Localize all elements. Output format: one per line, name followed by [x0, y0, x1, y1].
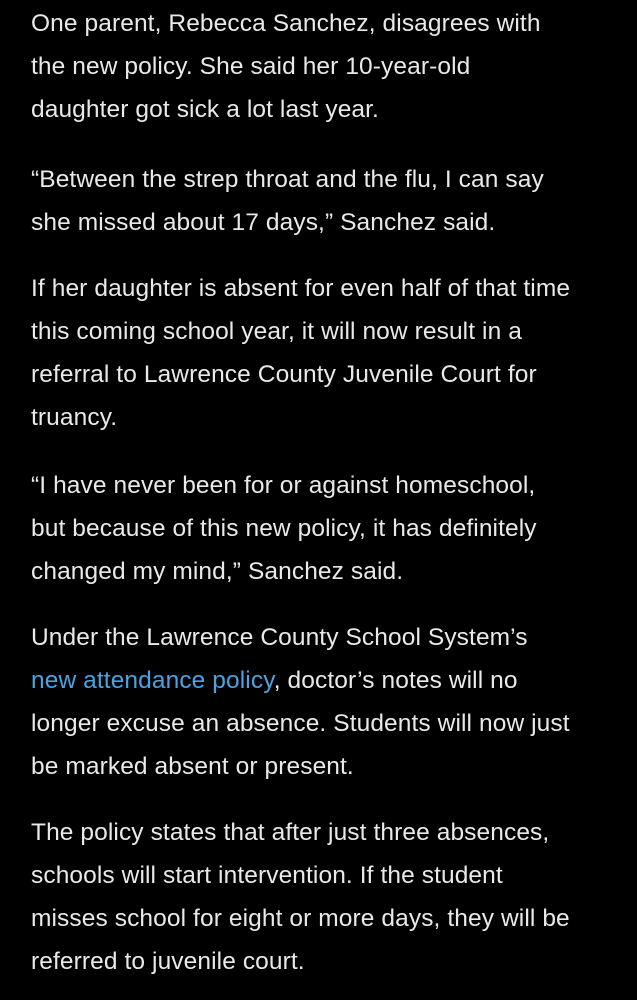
attendance-policy-link[interactable]: new attendance policy — [31, 667, 274, 694]
paragraph-line: “Between the strep throat and the flu, I can say — [31, 166, 544, 193]
paragraph-line: referred to juvenile court. — [31, 948, 305, 975]
paragraph-line: Under the Lawrence County School System’s — [31, 624, 528, 651]
paragraph-line: The policy states that after just three absences, — [31, 819, 550, 846]
paragraph-line: the new policy. She said her 10-year-old — [31, 53, 471, 80]
paragraph-line: be marked absent or present. — [31, 753, 354, 780]
paragraph-line — [31, 667, 518, 695]
paragraph-line: misses school for eight or more days, they will be — [31, 905, 570, 932]
paragraph-line: One parent, Rebecca Sanchez, disagrees with — [31, 10, 541, 37]
paragraph-line: “I have never been for or against homeschool, — [31, 472, 536, 499]
paragraph-line: she missed about 17 days,” Sanchez said. — [31, 209, 496, 236]
paragraph-line: schools will start intervention. If the student — [31, 862, 503, 889]
paragraph-line: truancy. — [31, 404, 118, 431]
paragraph-line: this coming school year, it will now result in a — [31, 318, 522, 345]
paragraph-line: changed my mind,” Sanchez said. — [31, 558, 404, 585]
paragraph-line: longer excuse an absence. Students will now just — [31, 710, 570, 737]
paragraph-line: but because of this new policy, it has definitely — [31, 515, 537, 542]
paragraph-line: daughter got sick a lot last year. — [31, 96, 379, 123]
paragraph-text: , doctor’s notes will no — [273, 667, 518, 694]
paragraph-line: If her daughter is absent for even half of that time — [31, 275, 571, 302]
paragraph-line: referral to Lawrence County Juvenile Court for — [31, 361, 537, 388]
